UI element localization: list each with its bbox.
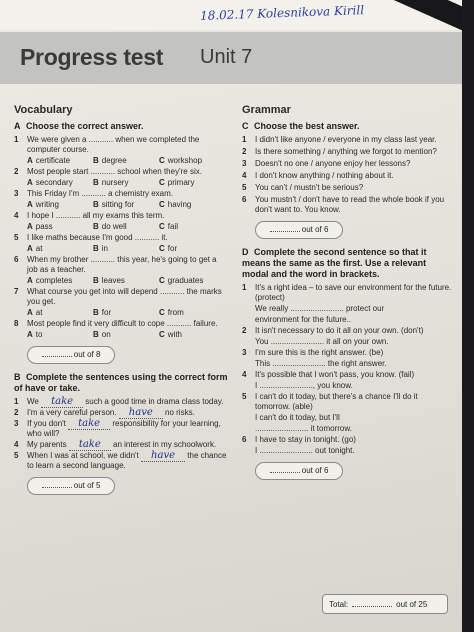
section-d-instruction: D Complete the second sentence so that it means the same as the first. Use a relevant modal and the word in brackets. bbox=[242, 247, 427, 279]
item-number: 4 bbox=[242, 370, 247, 379]
question-text: We were given a ........... when we completed the computer course. bbox=[27, 135, 200, 154]
rewrite-item bbox=[242, 348, 452, 358]
answer-option[interactable]: C graduates bbox=[159, 276, 204, 285]
answer-option[interactable]: B for bbox=[93, 308, 112, 317]
item-prompt: It's a right idea – to save our environment for the future. (protect) bbox=[255, 283, 452, 302]
item-text-after: an interest in my schoolwork. bbox=[113, 440, 217, 449]
question-item bbox=[14, 287, 228, 307]
section-a-score[interactable]: out of 8 bbox=[27, 346, 115, 364]
question-item bbox=[14, 233, 228, 243]
handwritten-answer[interactable]: take bbox=[41, 396, 83, 408]
option-text: degree bbox=[101, 156, 127, 165]
answer-option[interactable]: C fail bbox=[159, 222, 179, 231]
answer-options bbox=[14, 276, 228, 286]
option-text: fail bbox=[167, 222, 179, 231]
answer-option[interactable]: B sitting for bbox=[93, 200, 135, 209]
option-text: completes bbox=[35, 276, 73, 285]
answer-option[interactable]: C for bbox=[159, 244, 178, 253]
total-score-box[interactable]: Total: out of 25 bbox=[322, 594, 448, 614]
answer-line[interactable]: I can't do it today, but I'll bbox=[255, 413, 340, 422]
section-d-score[interactable]: out of 6 bbox=[255, 462, 343, 480]
answer-options bbox=[14, 200, 228, 210]
question-text: What course you get into will depend ........... the marks you get. bbox=[27, 287, 222, 306]
question-item bbox=[14, 135, 228, 155]
rewrite-item bbox=[242, 326, 452, 336]
fill-in-item bbox=[14, 408, 228, 418]
question-number: 6 bbox=[14, 255, 19, 264]
item-prompt: It's possible that I won't pass, you know. (fail) bbox=[255, 370, 415, 379]
option-text: having bbox=[167, 200, 192, 209]
option-text: from bbox=[167, 308, 184, 317]
answer-option[interactable]: A writing bbox=[27, 200, 59, 209]
vocabulary-heading: Vocabulary bbox=[14, 104, 73, 116]
option-text: at bbox=[35, 244, 43, 253]
item-prompt: It isn't necessary to do it all on your own. (don't) bbox=[255, 326, 424, 335]
answer-option[interactable]: C with bbox=[159, 330, 183, 339]
answer-option[interactable]: B degree bbox=[93, 156, 127, 165]
item-number: 6 bbox=[242, 195, 247, 204]
question-item bbox=[14, 319, 228, 329]
item-text-after: responsibility for your learning, who will? bbox=[27, 419, 221, 438]
question-text: When my brother ........... this year, he's going to get a job as a teacher. bbox=[27, 255, 217, 274]
answer-options bbox=[14, 244, 228, 254]
handwritten-note: 18.02.17 Kolesnikova Kirill bbox=[199, 3, 365, 23]
handwritten-answer[interactable]: have bbox=[141, 450, 185, 462]
section-b-items bbox=[14, 397, 228, 471]
item-number: 5 bbox=[242, 392, 247, 401]
answer-option[interactable]: A at bbox=[27, 308, 43, 317]
item-text: You can't / mustn't be serious? bbox=[255, 183, 364, 192]
question-number: 1 bbox=[14, 135, 19, 144]
choice-item[interactable] bbox=[242, 147, 452, 157]
option-text: for bbox=[101, 308, 112, 317]
rewrite-item bbox=[242, 283, 452, 303]
rewrite-item bbox=[242, 370, 452, 380]
item-number: 5 bbox=[14, 451, 19, 460]
option-text: workshop bbox=[167, 156, 203, 165]
option-text: writing bbox=[35, 200, 59, 209]
fill-in-item bbox=[14, 397, 228, 407]
answer-line[interactable]: environment for the future.. bbox=[255, 315, 352, 324]
option-text: to bbox=[35, 330, 43, 339]
section-c-items bbox=[242, 135, 452, 215]
answer-option[interactable]: A secondary bbox=[27, 178, 73, 187]
background-edge bbox=[462, 0, 474, 632]
option-text: nursery bbox=[101, 178, 129, 187]
item-text: You mustn't / don't have to read the whole book if you don't want to. You know. bbox=[255, 195, 445, 214]
option-text: in bbox=[101, 244, 109, 253]
question-text: Most people find it very difficult to cope ........... failure. bbox=[27, 319, 218, 328]
option-text: primary bbox=[167, 178, 195, 187]
section-b-score[interactable]: out of 5 bbox=[27, 477, 115, 495]
item-number: 5 bbox=[242, 183, 247, 192]
item-text-after: such a good time in drama class today. bbox=[85, 397, 224, 406]
fill-in-item bbox=[14, 440, 228, 450]
item-prompt: I can't do it today, but there's a chance I'll do it tomorrow. (able) bbox=[255, 392, 418, 411]
answer-option[interactable]: A completes bbox=[27, 276, 73, 285]
option-text: leaves bbox=[101, 276, 125, 285]
answer-line[interactable]: This ........................ the right answer. bbox=[255, 359, 387, 368]
choice-item[interactable] bbox=[242, 135, 452, 145]
answer-option[interactable]: A to bbox=[27, 330, 43, 339]
choice-item[interactable] bbox=[242, 195, 452, 215]
item-number: 3 bbox=[242, 159, 247, 168]
answer-option[interactable]: A at bbox=[27, 244, 43, 253]
answer-line[interactable]: You ........................ it all on your own. bbox=[255, 337, 389, 346]
question-number: 2 bbox=[14, 167, 19, 176]
section-c-instruction: C Choose the best answer. bbox=[242, 121, 360, 131]
item-number: 1 bbox=[14, 397, 19, 406]
answer-line[interactable]: I ........................ out tonight. bbox=[255, 446, 355, 455]
fill-in-item bbox=[14, 419, 228, 439]
grammar-column bbox=[242, 104, 452, 488]
question-text: Most people start ........... school when they're six. bbox=[27, 167, 202, 176]
answer-options bbox=[14, 222, 228, 232]
question-item bbox=[14, 255, 228, 275]
item-number: 6 bbox=[242, 435, 247, 444]
item-number: 4 bbox=[14, 440, 19, 449]
item-number: 1 bbox=[242, 283, 247, 292]
item-text: I didn't like anyone / everyone in my class last year. bbox=[255, 135, 437, 144]
vocabulary-column bbox=[14, 104, 228, 503]
item-number: 2 bbox=[14, 408, 19, 417]
option-text: graduates bbox=[167, 276, 204, 285]
answer-option[interactable]: A pass bbox=[27, 222, 53, 231]
option-text: pass bbox=[35, 222, 53, 231]
answer-line[interactable]: We really ........................ protect our bbox=[255, 304, 385, 313]
item-text-before: When I was at school, we didn't bbox=[27, 451, 139, 460]
answer-options bbox=[14, 178, 228, 188]
question-number: 8 bbox=[14, 319, 19, 328]
option-text: certificate bbox=[35, 156, 71, 165]
section-d-items bbox=[242, 283, 452, 456]
page-unit: Unit 7 bbox=[200, 46, 253, 68]
answer-option[interactable]: C primary bbox=[159, 178, 195, 187]
handwritten-answer[interactable]: take bbox=[69, 439, 111, 451]
fill-in-item bbox=[14, 451, 228, 471]
answer-option[interactable]: C having bbox=[159, 200, 192, 209]
question-number: 3 bbox=[14, 189, 19, 198]
question-number: 4 bbox=[14, 211, 19, 220]
question-text: I hope I ........... all my exams this term. bbox=[27, 211, 165, 220]
option-text: with bbox=[167, 330, 183, 339]
item-text: Is there something / anything we forgot to mention? bbox=[255, 147, 437, 156]
choice-item[interactable] bbox=[242, 183, 452, 193]
answer-option[interactable]: C workshop bbox=[159, 156, 203, 165]
item-number: 2 bbox=[242, 326, 247, 335]
item-number: 2 bbox=[242, 147, 247, 156]
answer-option[interactable]: B nursery bbox=[93, 178, 129, 187]
item-text: I don't know anything / nothing about it. bbox=[255, 171, 394, 180]
item-prompt: I'm sure this is the right answer. (be) bbox=[255, 348, 384, 357]
answer-options bbox=[14, 330, 228, 340]
answer-option[interactable]: C from bbox=[159, 308, 184, 317]
handwritten-answer[interactable]: have bbox=[119, 407, 163, 419]
item-text-before: I'm a very careful person. bbox=[27, 408, 117, 417]
option-text: secondary bbox=[35, 178, 73, 187]
item-number: 3 bbox=[14, 419, 19, 428]
answer-line[interactable]: I ........................, you know. bbox=[255, 381, 353, 390]
answer-option[interactable]: A certificate bbox=[27, 156, 71, 165]
answer-option[interactable]: B in bbox=[93, 244, 109, 253]
question-item bbox=[14, 211, 228, 221]
answer-option[interactable]: B leaves bbox=[93, 276, 125, 285]
option-text: on bbox=[101, 330, 111, 339]
question-text: This Friday I'm ........... a chemistry exam. bbox=[27, 189, 173, 198]
rewrite-item bbox=[242, 435, 452, 445]
answer-option[interactable]: B on bbox=[93, 330, 111, 339]
section-a-questions bbox=[14, 135, 228, 340]
item-number: 3 bbox=[242, 348, 247, 357]
section-c-score[interactable]: out of 6 bbox=[255, 221, 343, 239]
option-text: do well bbox=[101, 222, 127, 231]
rewrite-item bbox=[242, 392, 452, 412]
item-text-after: the chance to learn a second language. bbox=[27, 451, 227, 470]
item-text-before: We bbox=[27, 397, 39, 406]
section-b-instruction: B Complete the sentences using the correct form of have or take. bbox=[14, 372, 228, 393]
item-prompt: I have to stay in tonight. (go) bbox=[255, 435, 356, 444]
page-title: Progress test bbox=[20, 44, 164, 70]
item-text: Doesn't no one / anyone enjoy her lessons? bbox=[255, 159, 411, 168]
question-item bbox=[14, 189, 228, 199]
item-number: 4 bbox=[242, 171, 247, 180]
item-text-before: If you don't bbox=[27, 419, 66, 428]
option-text: sitting for bbox=[101, 200, 135, 209]
answer-options bbox=[14, 308, 228, 318]
question-text: I like maths because I'm good ........... it. bbox=[27, 233, 168, 242]
answer-option[interactable]: B do well bbox=[93, 222, 127, 231]
question-number: 5 bbox=[14, 233, 19, 242]
item-text-after: no risks. bbox=[165, 408, 195, 417]
item-text-before: My parents bbox=[27, 440, 67, 449]
section-a-instruction: A Choose the correct answer. bbox=[14, 121, 144, 131]
option-text: at bbox=[35, 308, 43, 317]
question-number: 7 bbox=[14, 287, 19, 296]
answer-line[interactable]: ........................ it tomorrow. bbox=[255, 424, 352, 433]
grammar-heading: Grammar bbox=[242, 104, 291, 116]
choice-item[interactable] bbox=[242, 159, 452, 169]
option-text: for bbox=[167, 244, 178, 253]
answer-options bbox=[14, 156, 228, 166]
choice-item[interactable] bbox=[242, 171, 452, 181]
question-item bbox=[14, 167, 228, 177]
handwritten-answer[interactable]: take bbox=[68, 418, 110, 430]
item-number: 1 bbox=[242, 135, 247, 144]
